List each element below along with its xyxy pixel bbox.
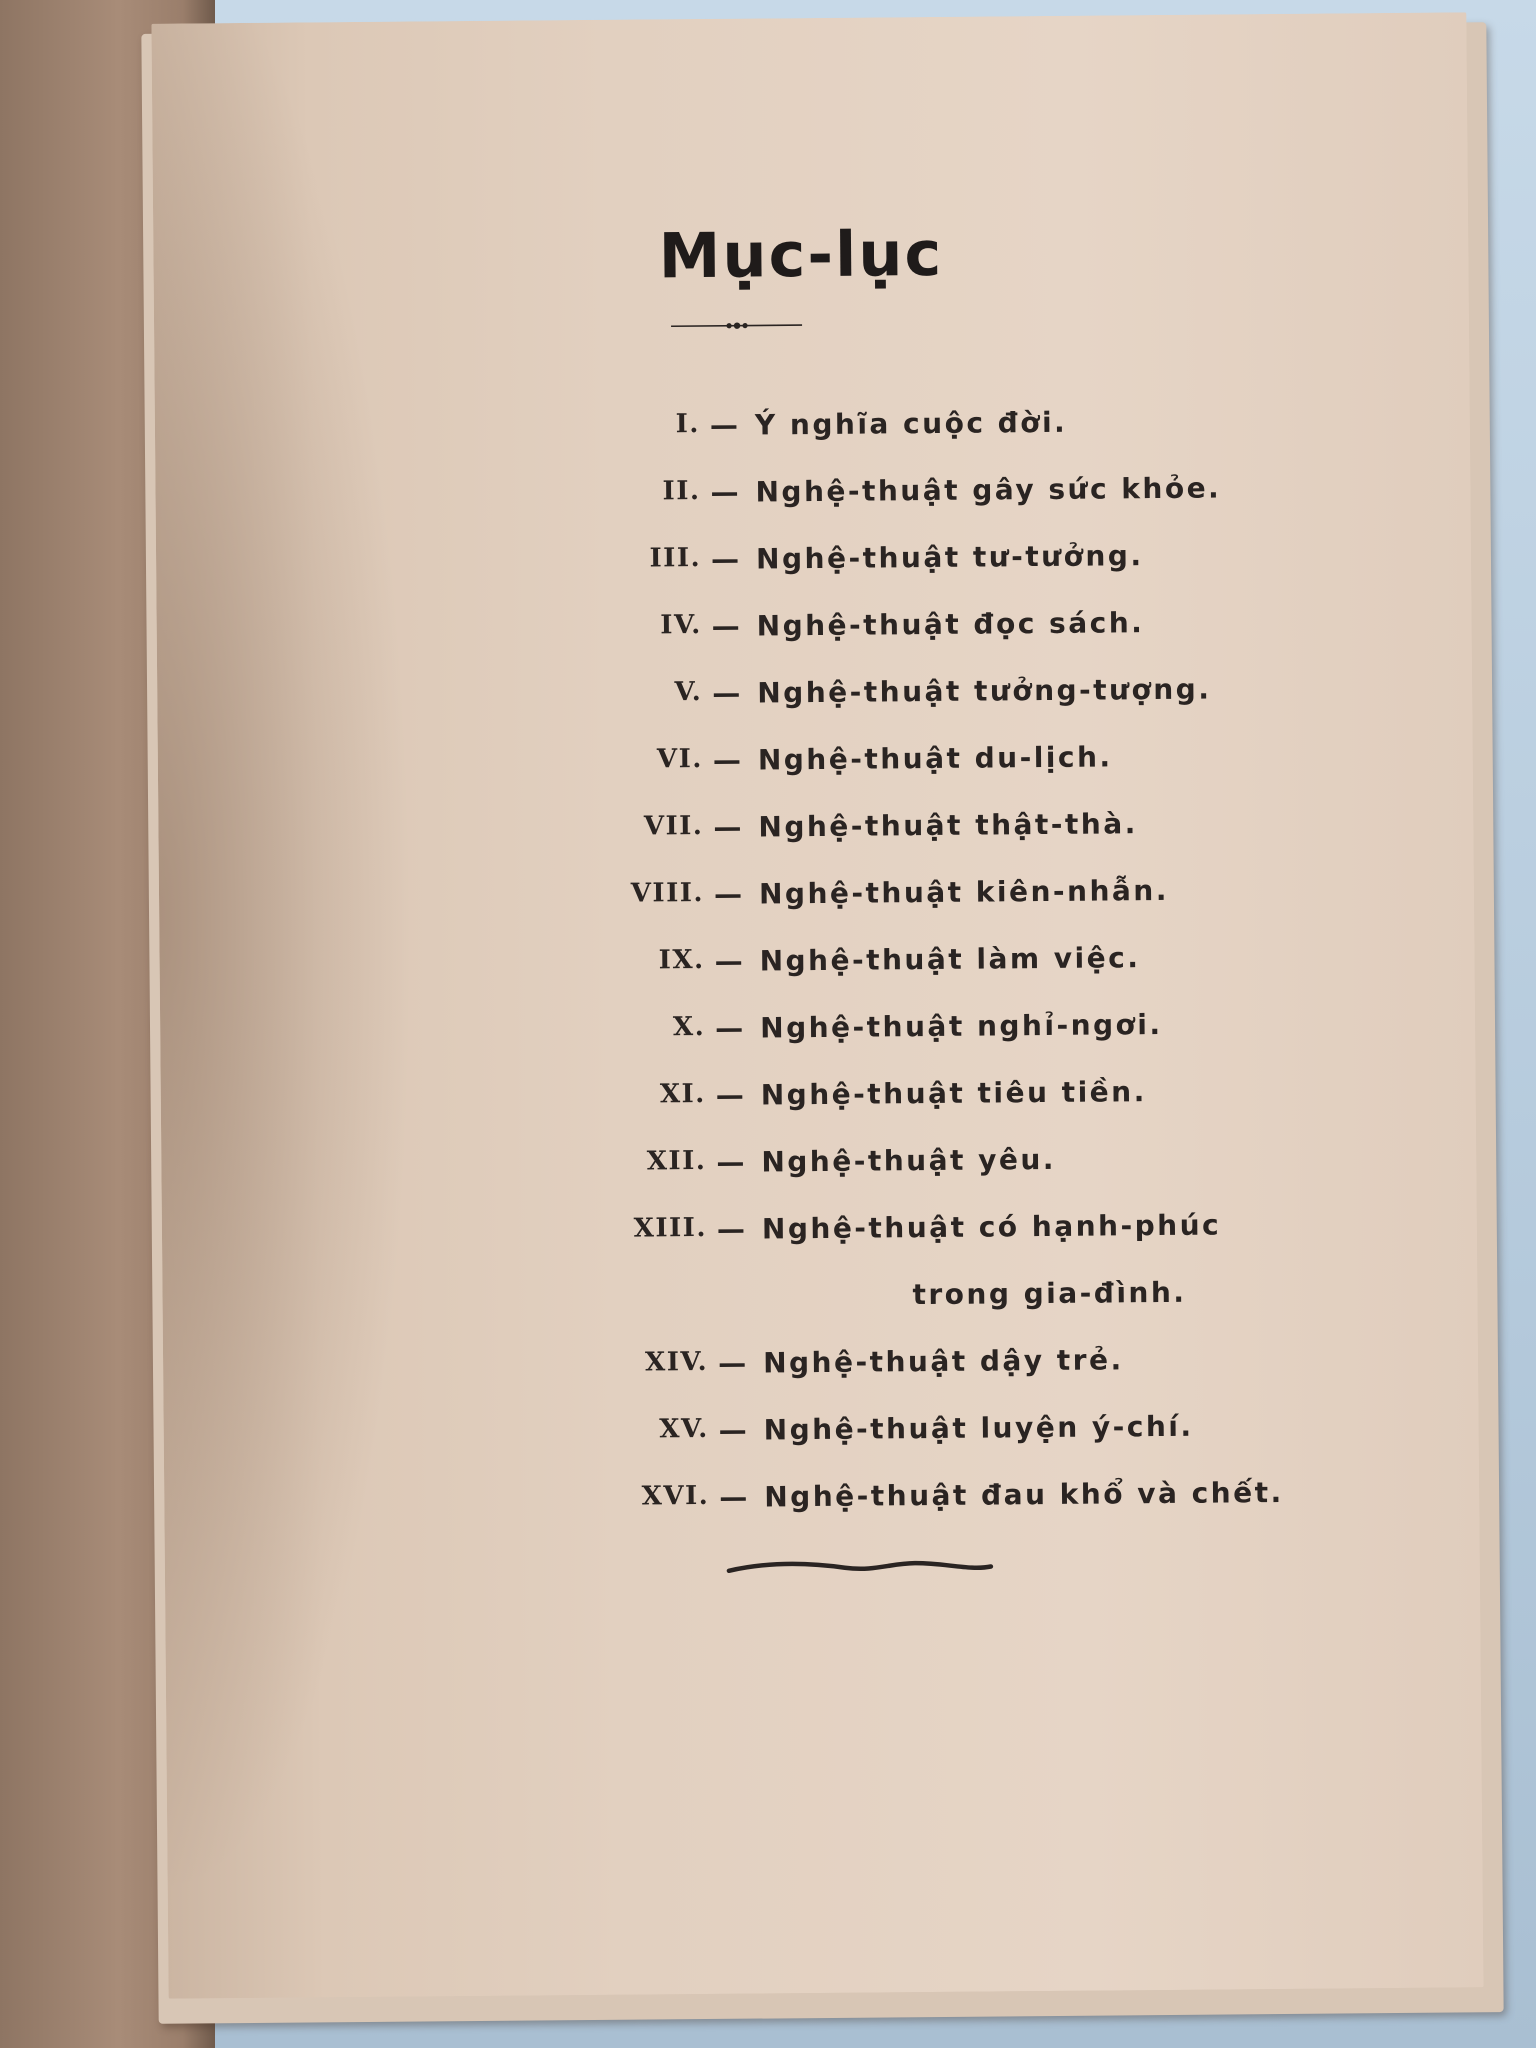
end-ornament-rule	[725, 1556, 995, 1580]
toc-title: Nghệ-thuật tiêu tiền.	[760, 1075, 1147, 1112]
book-page	[151, 12, 1483, 1998]
toc-dash: —	[715, 1078, 747, 1112]
toc-title: Nghệ-thuật thật-thà.	[758, 807, 1138, 844]
toc-dash: —	[716, 1145, 748, 1179]
toc-number: VI.	[656, 743, 703, 775]
toc-dash: —	[715, 1011, 746, 1045]
toc-number: III.	[649, 542, 702, 574]
table-of-contents	[155, 402, 1480, 1552]
toc-dash: —	[713, 877, 745, 911]
toc-number: II.	[662, 476, 701, 507]
toc-dash: —	[711, 609, 743, 643]
toc-entry-13-continuation	[162, 1273, 1478, 1351]
toc-dash: —	[717, 1346, 749, 1380]
toc-title: Nghệ-thuật có hạnh-phúc	[761, 1208, 1222, 1246]
toc-dash: —	[716, 1212, 748, 1246]
toc-dash: —	[712, 676, 743, 710]
toc-title: Nghệ-thuật yêu.	[761, 1142, 1057, 1179]
toc-number: XIII.	[633, 1212, 708, 1244]
toc-entry-8	[159, 871, 1475, 949]
toc-entry-12	[161, 1139, 1477, 1217]
toc-dash: —	[713, 810, 745, 844]
toc-entry-10	[160, 1005, 1476, 1083]
toc-entry-6	[158, 737, 1474, 815]
toc-title-continuation: trong gia-đình.	[912, 1275, 1187, 1312]
toc-entry-4	[157, 603, 1473, 681]
toc-entry-1	[155, 402, 1471, 480]
toc-entry-3	[156, 536, 1472, 614]
toc-number: XVI.	[641, 1480, 710, 1512]
toc-number: V.	[674, 676, 703, 708]
toc-entry-16	[164, 1474, 1480, 1552]
toc-dash: —	[718, 1413, 750, 1447]
toc-number: XII.	[646, 1145, 707, 1177]
toc-entry-14	[163, 1340, 1479, 1418]
toc-number: XV.	[659, 1413, 709, 1445]
toc-title: Nghệ-thuật đọc sách.	[756, 606, 1145, 643]
toc-entry-5	[157, 670, 1473, 748]
toc-title: Nghệ-thuật gây sức khỏe.	[755, 471, 1222, 509]
toc-title: Nghệ-thuật du-lịch.	[757, 740, 1113, 777]
toc-entry-15	[164, 1407, 1480, 1485]
toc-dash: —	[719, 1480, 750, 1514]
toc-title: Nghệ-thuật nghỉ-ngơi.	[760, 1007, 1163, 1045]
toc-entry-2	[155, 469, 1471, 547]
toc-dash: —	[714, 944, 746, 978]
toc-number: I.	[675, 409, 701, 440]
toc-number: VII.	[643, 810, 704, 842]
toc-number: XIV.	[644, 1346, 709, 1378]
toc-number: X.	[672, 1011, 706, 1043]
toc-title: Nghệ-thuật tưởng-tượng.	[757, 672, 1212, 710]
toc-title: Nghệ-thuật đau khổ và chết.	[764, 1475, 1284, 1514]
toc-entry-7	[158, 804, 1474, 882]
toc-dash: —	[712, 743, 744, 777]
toc-title: Nghệ-thuật kiên-nhẫn.	[758, 873, 1170, 911]
toc-entry-9	[159, 938, 1475, 1016]
toc-title: Nghệ-thuật tư-tưởng.	[755, 539, 1144, 576]
toc-entry-11	[161, 1072, 1477, 1150]
toc-number: IX.	[658, 944, 705, 976]
toc-number: IV.	[660, 609, 702, 641]
title-ornament-rule	[669, 318, 804, 333]
toc-entry-13	[162, 1206, 1478, 1284]
toc-dash: —	[710, 542, 742, 576]
toc-dash: —	[709, 408, 741, 442]
page-title: Mục-lục	[658, 216, 944, 293]
toc-number: VIII.	[630, 877, 705, 909]
toc-title: Ý nghĩa cuộc đời.	[754, 405, 1068, 442]
toc-title: Nghệ-thuật luyện ý-chí.	[763, 1409, 1194, 1447]
toc-title: Nghệ-thuật dậy trẻ.	[762, 1343, 1124, 1380]
toc-dash: —	[710, 475, 742, 509]
toc-number: XI.	[659, 1078, 706, 1110]
toc-title: Nghệ-thuật làm việc.	[759, 941, 1141, 978]
